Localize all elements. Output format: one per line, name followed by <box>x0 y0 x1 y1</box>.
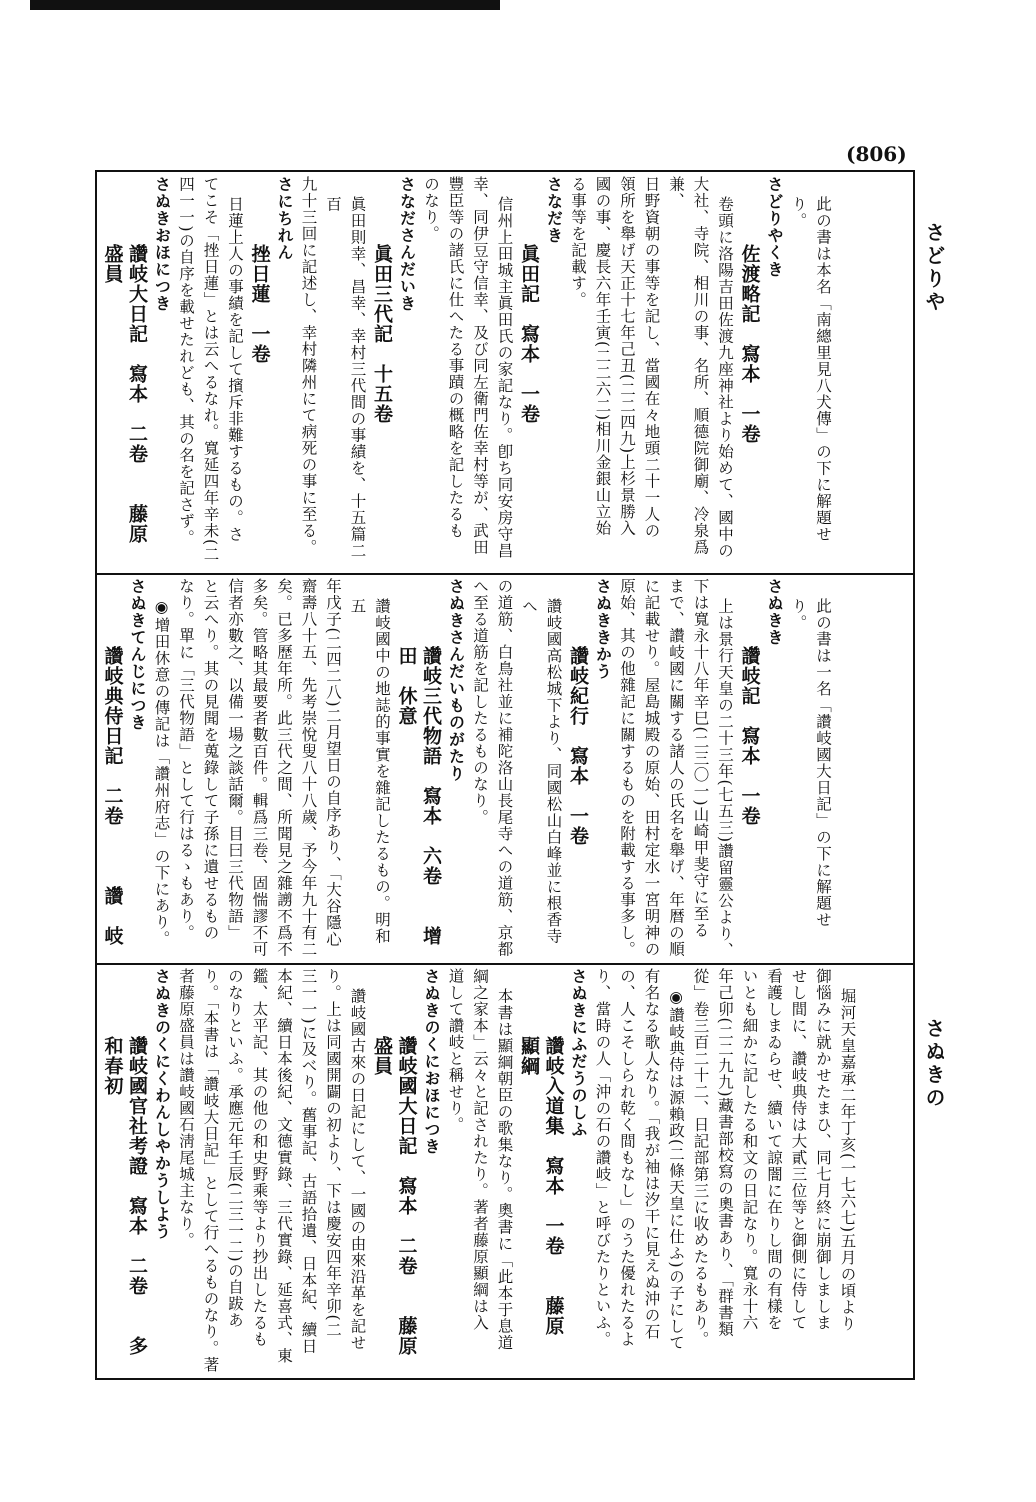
body-line: 豐臣等の諸氏に仕へたる事蹟の概略を記したるも <box>446 176 465 539</box>
entry-title: 讚岐三代物語 寫本 六卷 增田 休意 <box>395 646 442 947</box>
body-line: のなり。 <box>422 176 440 242</box>
body-line: まで、讚岐國に關する諸人の氏名を舉げ、年暦の順 <box>667 578 685 958</box>
body-line: 此の書は本名「南總里見八犬傳」の下に解題せり。 <box>789 196 832 543</box>
margin-label-bottom: さぬきの <box>922 1018 946 1110</box>
body-line: 下は寬永十八年辛巳(二三〇一)山崎甲斐守に至る <box>691 578 710 939</box>
body-line: 四一一)の自序を載せたれども、其の名を記さず。 <box>177 176 195 547</box>
section-bottom-columns <box>100 968 860 1376</box>
entry-title: 讚岐國官社考證 寫本 二卷 多和春初 <box>101 1036 148 1357</box>
entry-reading: さぬきのくにくわんしやかうしよう <box>152 968 172 1240</box>
entry-reading: さなだき <box>544 176 564 244</box>
body-line: 有名なる歌人なり。「我が袖は汐干に見えぬ沖の石 <box>642 968 661 1340</box>
section-middle <box>100 578 910 959</box>
entry-title: 讚岐記 寫本 一卷 <box>738 646 761 827</box>
body-line: 從」卷三百二十二、日記部第三に收めたるもあり。 <box>691 968 710 1348</box>
divider-bottom <box>95 963 915 965</box>
body-line: 大社、寺院、相川の事、名所、順德院御廟、冷泉爲兼、 <box>667 176 710 556</box>
entry-reading: さにちれん <box>275 176 294 261</box>
body-line: 堀河天皇嘉承二年丁亥(一七六七)五月の頃より <box>838 988 857 1333</box>
entry-title: 眞田記 寫本 一卷 <box>518 244 540 425</box>
body-line: 領所を舉げ天正十七年己丑(二二四九)上杉景勝入 <box>618 176 636 537</box>
body-line: り。「本書は「讚岐大日記」として行へるものなり。著 <box>201 968 220 1373</box>
body-line: 讚岐國古來の日記にして、一國の由來沿革を記せ <box>348 988 367 1352</box>
body-line: 御惱みに就かせたまひ、同七月終に崩御しましま <box>814 968 832 1331</box>
entry-reading: さぬきてんじにつき <box>128 578 147 731</box>
body-line: 本書は顯綱朝臣の歌集なり。奧書に「此本于息道 <box>495 988 514 1352</box>
body-line: 眞田則幸、昌幸、幸村三代間の事績を、十五篇二百 <box>324 196 367 560</box>
top-rule <box>30 0 500 10</box>
entry-title: 讚岐大日記 寫本 二卷 藤原 盛員 <box>101 244 148 565</box>
section-bottom <box>100 968 910 1376</box>
body-line: 者藤原盛員は讚岐國石淸尾城主なり。 <box>177 968 195 1249</box>
body-line: の、人こそしられ乾く間もなし」のうた優れたるよ <box>618 968 636 1348</box>
body-line: ◉讚岐典侍は源賴政(二條天皇に仕ふ)の子にして <box>667 988 685 1352</box>
body-line: り。上は同國開闢の初より、下は慶安四年辛卯(二 <box>324 968 342 1339</box>
entry-title: 讚岐入道集 寫本 一卷 藤原 顯綱 <box>518 1036 565 1357</box>
entry-title: 眞田三代記 十五卷 <box>371 244 393 425</box>
body-line: 讚岐國中の地誌的事實を雜記したるもの。明和五 <box>348 598 391 945</box>
body-line: 卷頭に洛陽吉田佐渡九座神社より始めて、國中の <box>716 196 734 560</box>
body-line: 九十三回に記述し、幸村隣州にて病死の事に至る。 <box>299 176 318 556</box>
body-line: 齋壽八十五、先考崇悅叟八十八歲、予今年九十有二 <box>299 578 318 958</box>
entry-title: 讚岐典侍日記 二卷 讚 岐 <box>101 646 124 947</box>
section-top-columns <box>100 176 835 569</box>
body-line: 綱之家本」云々と記されたり。著者藤原顯綱は入 <box>471 968 489 1331</box>
body-line: 此の書は一名「讚岐國大日記」の下に解題せり。 <box>789 598 832 929</box>
body-line: に記載せり。屋島城殿の原始、田村定水一宮明神の <box>642 578 661 958</box>
divider-top <box>95 573 915 575</box>
body-line: 年戊子(二四二八)二月望日の自序あり、「大谷隱心 <box>324 578 342 948</box>
entry-title: 佐渡略記 寫本 一卷 <box>738 244 761 445</box>
body-line: 鑑、太平記、其の他の和史野乘等より抄出したるも <box>250 968 269 1348</box>
entry-reading: さなださんだいき <box>397 176 417 312</box>
body-line: 原始、其の他雜記に關するものを附載する事多し。 <box>618 578 636 958</box>
entry-reading: さぬきさんだいものがたり <box>446 578 466 782</box>
entry-reading: さぬききかう <box>593 578 613 680</box>
body-line: 信者亦數之、以備一場之談話爾。目曰三代物語」 <box>226 578 244 941</box>
body-line: 信州上田城主眞田氏の家記なり。卽ち同安房守昌 <box>495 196 514 560</box>
entry-reading: さぬきおほにつき <box>152 176 172 312</box>
body-line: せし間に、讚岐典侍は大貳三位等と御側に侍して <box>789 968 808 1331</box>
entry-reading: さどりやくき <box>765 176 784 278</box>
body-line: 讚岐國高松城下より、同國松山白峰並に根香寺へ <box>520 598 563 945</box>
body-line: の道筋、白鳥社並に補陀洛山長尾寺への道筋、京都 <box>495 578 514 958</box>
body-line: いとも細かに記したる和文の日記なり。寬永十六 <box>740 968 759 1331</box>
margin-label-top: さどりや <box>922 222 946 314</box>
body-line: 幸、同伊豆守信幸、及び同左衛門佐幸村等が、武田 <box>471 176 489 556</box>
entry-reading: さぬきにふだうのしふ <box>569 968 588 1138</box>
body-line: 多矣。管略其最要者數百件。輯爲三卷、固惴謬不可 <box>250 578 269 958</box>
entry-reading: さぬきき <box>765 578 784 646</box>
entry-title: 挫日蓮 一卷 <box>248 244 271 365</box>
body-line: のなりといふ。承應元年壬辰(二三一二)の自跋あ <box>226 968 244 1329</box>
page-number: (806) <box>846 142 907 166</box>
entry-reading: さぬきのくにおほにつき <box>422 968 441 1155</box>
body-line: 看護しまゐらせ、續いて諒闇に在りし間の有樣を <box>765 968 783 1331</box>
section-middle-columns <box>100 578 835 959</box>
body-line: 矣。已多歷年所。此三代之間、所聞見之雜謭不爲不 <box>275 578 293 958</box>
body-line: 日野資朝の事等を記し、當國在々地頭二十一人の <box>642 176 661 539</box>
body-line: 三一一)に及べり。舊事記、古語拾遺、日本紀、續日 <box>299 968 318 1355</box>
body-line: と云へり。其の見聞を蒐錄して子孫に遺せるもの <box>201 578 220 941</box>
entry-title: 讚岐國大日記 寫本 二卷 藤原 盛員 <box>371 1036 418 1376</box>
body-line: り、當時の人「沖の石の讚岐」と呼びたりといふ。 <box>593 968 612 1348</box>
body-line: 道して讚岐と稱せり。 <box>446 968 465 1133</box>
body-line: てこそ「挫日蓮」とは云へるなれ。寬延四年辛未(二 <box>201 176 220 563</box>
section-top <box>100 176 910 569</box>
body-line: 本紀、續日本後紀、文德實錄、三代實錄、延喜式、東 <box>275 968 293 1364</box>
body-line: へ至る道筋を記したるものなり。 <box>471 578 489 826</box>
body-line: 日蓮上人の事績を記して擯斥非難するもの。さ <box>226 196 244 543</box>
body-line: ◉增田休意の傳記は「讚州府志」の下にあり。 <box>152 598 171 948</box>
entry-title: 讚岐紀行 寫本 一卷 <box>567 646 589 847</box>
body-line: なり。單に「三代物語」として行はるゝもあり。 <box>177 578 195 941</box>
body-line: 上は景行天皇の二十三年(七五三)讚留靈公より、 <box>716 598 734 959</box>
body-line: る事等を記載す。 <box>569 176 587 308</box>
body-line: 國の事、慶長六年壬寅(二二六二)相川金銀山立始 <box>593 176 612 537</box>
body-line: 年己卯(二二九九)藏書部校寫の奧書あり、「群書類 <box>716 968 734 1338</box>
